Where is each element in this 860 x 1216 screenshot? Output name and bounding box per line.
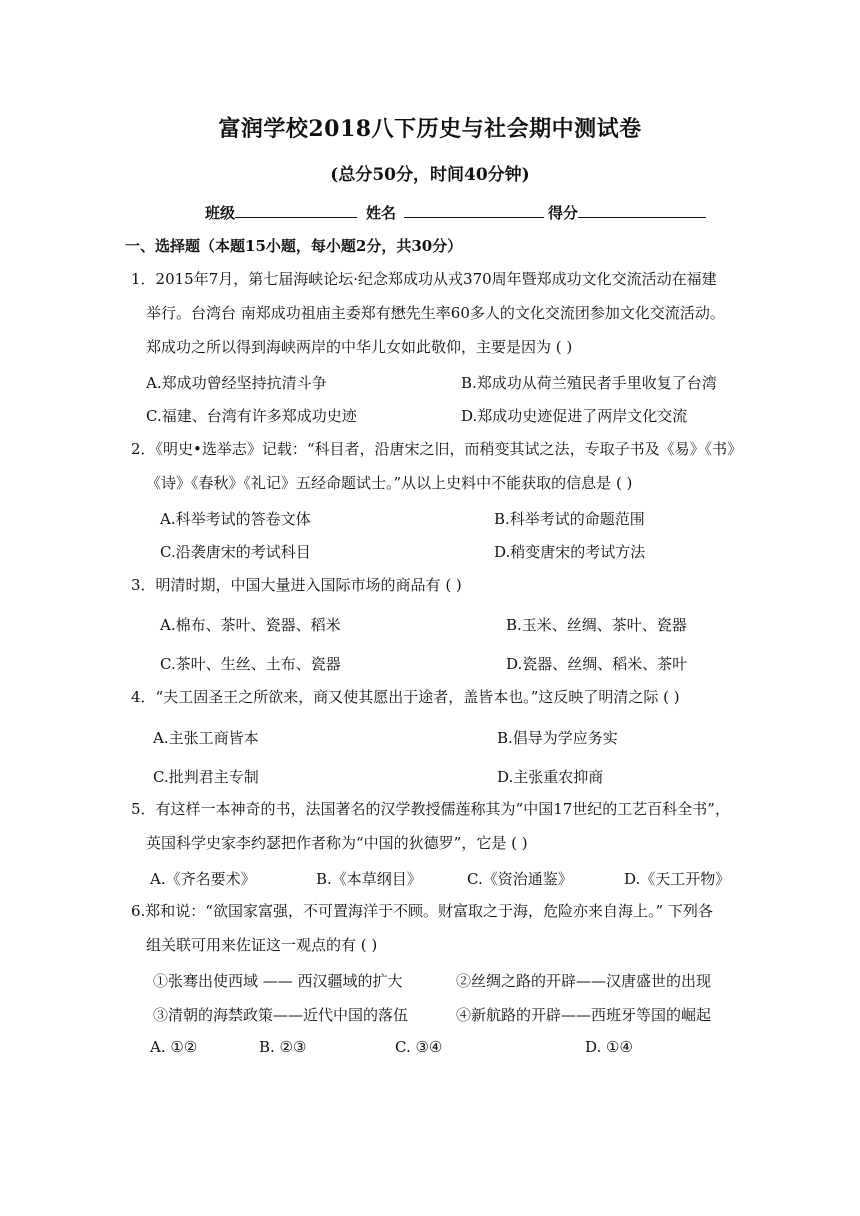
question-2-line-2: 《诗》《春秋》《礼记》五经命题试士。”从以上史料中不能获取的信息是 ( ) <box>146 474 633 492</box>
question-4-option-d[interactable]: D.主张重农抑商 <box>497 768 604 786</box>
question-1-line-2: 举行。台湾台 南郑成功祖庙主委郑有懋先生率60多人的文化交流团参加文化交流活动。 <box>146 304 725 322</box>
question-6-statement-3: ③清朝的海禁政策——近代中国的落伍 <box>153 1006 409 1024</box>
question-3-option-c[interactable]: C.茶叶、生丝、土布、瓷器 <box>160 655 341 673</box>
question-1-option-b[interactable]: B.郑成功从荷兰殖民者手里收复了台湾 <box>461 374 717 392</box>
class-field <box>205 202 357 223</box>
question-3-option-d[interactable]: D.瓷器、丝绸、稻米、茶叶 <box>506 655 688 673</box>
section-heading: 一、选择题（本题15小题，每小题2分，共30分） <box>125 237 463 255</box>
question-1-option-c[interactable]: C.福建、台湾有许多郑成功史迹 <box>146 407 357 425</box>
question-6-line-2: 组关联可用来佐证这一观点的有 ( ) <box>146 936 378 954</box>
question-3-line-1: 3．明清时期，中国大量进入国际市场的商品有 ( ) <box>131 576 462 594</box>
score-blank[interactable] <box>578 202 706 218</box>
question-4-option-c[interactable]: C.批判君主专制 <box>153 768 259 786</box>
name-label: 姓名 <box>366 204 397 222</box>
question-6-statement-2: ②丝绸之路的开辟——汉唐盛世的出现 <box>456 972 712 990</box>
question-5-option-a[interactable]: A.《齐名要术》 <box>150 870 256 888</box>
page-subtitle: (总分50分，时间40分钟) <box>330 165 530 185</box>
question-6-statement-4: ④新航路的开辟——西班牙等国的崛起 <box>456 1006 712 1024</box>
question-6-option-c[interactable]: C. ③④ <box>395 1038 443 1056</box>
question-2-option-c[interactable]: C.沿袭唐宋的考试科目 <box>160 543 311 561</box>
question-5-option-c[interactable]: C.《资治通鉴》 <box>467 870 573 888</box>
class-label: 班级 <box>205 204 236 222</box>
question-2-option-b[interactable]: B.科举考试的命题范围 <box>494 510 645 528</box>
name-field <box>366 202 544 223</box>
name-blank[interactable] <box>404 202 544 218</box>
question-6-option-b[interactable]: B. ②③ <box>259 1038 307 1056</box>
question-2-option-d[interactable]: D.稍变唐宋的考试方法 <box>494 543 646 561</box>
question-1-line-1: 1．2015年7月，第七届海峡论坛·纪念郑成功从戎370周年暨郑成功文化交流活动在福建 <box>131 270 717 288</box>
question-4-option-a[interactable]: A.主张工商皆本 <box>153 729 259 747</box>
question-5-option-b[interactable]: B.《本草纲目》 <box>316 870 422 888</box>
question-6-line-1: 6.郑和说：“欲国家富强，不可置海洋于不顾。财富取之于海，危险亦来自海上。” 下列各 <box>131 902 713 920</box>
score-field <box>548 202 706 223</box>
question-5-option-d[interactable]: D.《天工开物》 <box>624 870 731 888</box>
question-5-line-1: 5．有这样一本神奇的书，法国著名的汉学教授儒莲称其为“中国17世纪的工艺百科全书”， <box>131 800 730 818</box>
question-6-statement-1: ①张骞出使西域 —— 西汉疆域的扩大 <box>153 972 403 990</box>
question-1-option-d[interactable]: D.郑成功史迹促进了两岸文化交流 <box>461 407 688 425</box>
question-2-line-1: 2．《明史•选举志》记载：“科目者，沿唐宋之旧，而稍变其试之法，专取子书及《易》《书》 <box>131 440 743 458</box>
page-title: 富润学校2018八下历史与社会期中测试卷 <box>218 116 642 142</box>
question-4-option-b[interactable]: B.倡导为学应务实 <box>497 729 618 747</box>
question-6-option-d[interactable]: D. ①④ <box>585 1038 633 1056</box>
class-blank[interactable] <box>235 202 357 218</box>
question-1-option-a[interactable]: A.郑成功曾经坚持抗清斗争 <box>146 374 327 392</box>
question-3-option-a[interactable]: A.棉布、茶叶、瓷器、稻米 <box>160 616 341 634</box>
question-5-line-2: 英国科学史家李约瑟把作者称为“中国的狄德罗”，它是 ( ) <box>146 834 528 852</box>
question-1-line-3: 郑成功之所以得到海峡两岸的中华儿女如此敬仰，主要是因为 ( ) <box>146 338 573 356</box>
question-2-option-a[interactable]: A.科举考试的答卷文体 <box>160 510 311 528</box>
question-3-option-b[interactable]: B.玉米、丝绸、茶叶、瓷器 <box>506 616 687 634</box>
score-label: 得分 <box>548 204 579 222</box>
question-6-option-a[interactable]: A. ①② <box>150 1038 198 1056</box>
question-4-line-1: 4．“夫工固圣王之所欲来，商又使其愿出于途者，盖皆本也。”这反映了明清之际 ( ) <box>131 688 680 706</box>
